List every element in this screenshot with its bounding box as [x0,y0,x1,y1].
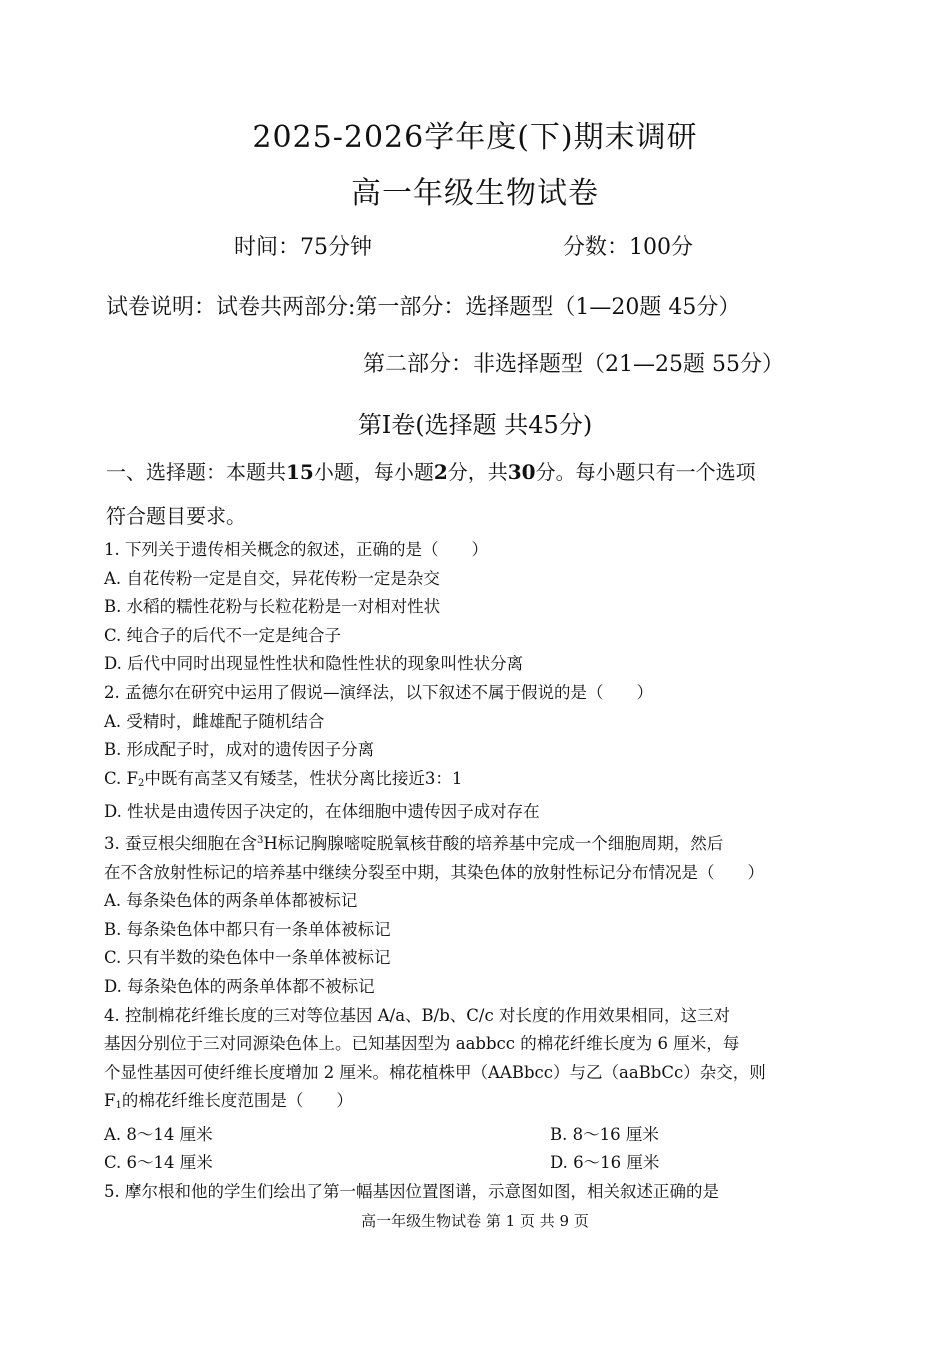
question-3-option-d: D. 每条染色体的两条单体都不被标记 [104,976,375,996]
page-footer: 高一年级生物试卷 第 1 页 共 9 页 [361,1212,589,1230]
question-3-option-a: A. 每条染色体的两条单体都被标记 [104,891,358,911]
section-title: 第Ⅰ卷(选择题 共45分) [357,411,593,439]
question-4-option-a: A. 8～14 厘米 [104,1124,213,1144]
question-3-stem-line2: 在不含放射性标记的培养基中继续分裂至中期，其染色体的放射性标记分布情况是（ ） [104,862,764,882]
question-4-option-d: D. 6～16 厘米 [550,1153,660,1173]
question-4-options-row1 [104,1121,864,1150]
question-1-option-c: C. 纯合子的后代不一定是纯合子 [104,625,342,645]
question-4-options-row2 [104,1149,864,1178]
question-1-option-a: A. 自花传粉一定是自交，异花传粉一定是杂交 [104,568,440,588]
question-4-option-c: C. 6～14 厘米 [104,1153,213,1173]
question-2-option-d: D. 性状是由遗传因子决定的，在体细胞中遗传因子成对存在 [104,802,540,822]
question-1-option-b: B. 水稻的糯性花粉与长粒花粉是一对相对性状 [104,597,441,617]
question-2-option-b: B. 形成配子时，成对的遗传因子分离 [104,740,375,760]
question-4-stem-line2: 基因分别位于三对同源染色体上。已知基因型为 aabbcc 的棉花纤维长度为 6 厘米，每 [104,1034,740,1054]
question-1-stem: 1. 下列关于遗传相关概念的叙述，正确的是（ ） [104,540,488,559]
question-2-option-c: C. $F_2$中既有高茎又有矮茎，性状分离比接近3：1 [104,768,463,789]
exam-time: 时间：75分钟 [234,235,372,260]
exam-description-line1: 试卷说明：试卷共两部分:第一部分：选择题型（1—20题 45分） [106,295,741,320]
section-instructions: 一、选择题：本题共15小题，每小题2分，共30分。每小题只有一个选项 符合题目要求。 [106,460,756,528]
question-2-option-a: A. 受精时，雌雄配子随机结合 [104,711,325,731]
question-5-stem: 5. 摩尔根和他的学生们绘出了第一幅基因位置图谱，示意图如图，相关叙述正确的是 [104,1182,719,1202]
question-2-stem: 2. 孟德尔在研究中运用了假说—演绎法，以下叙述不属于假说的是（ ） [104,682,653,702]
exam-subtitle: 高一年级生物试卷 [351,176,599,211]
question-list [104,536,864,1207]
exam-description-line2: 第二部分：非选择题型（21—25题 55分） [363,352,784,377]
question-3-option-b: B. 每条染色体中都只有一条单体被标记 [104,919,391,939]
question-4-stem-line3: 个显性基因可使纤维长度增加 2 厘米。棉花植株甲（AABbcc）与乙（aaBbCc）杂交，则 [104,1062,766,1082]
question-4-option-b: B. 8～16 厘米 [550,1124,659,1144]
exam-title: 2025-2026学年度(下)期末调研 [252,120,698,155]
question-3-stem: 3. 蚕豆根尖细胞在含$^3$H标记胸腺嘧啶脱氧核苷酸的培养基中完成一个细胞周期，然后 [104,833,724,853]
exam-score: 分数：100分 [563,235,693,260]
question-4-stem-line4: $F_1$的棉花纤维长度范围是（ ） [104,1091,353,1112]
question-4-stem-line1: 4. 控制棉花纤维长度的三对等位基因 A/a、B/b、C/c 对长度的作用效果相同，这三对 [104,1005,730,1025]
question-3-option-c: C. 只有半数的染色体中一条单体被标记 [104,948,391,968]
question-1-option-d: D. 后代中同时出现显性性状和隐性性状的现象叫性状分离 [104,654,524,674]
